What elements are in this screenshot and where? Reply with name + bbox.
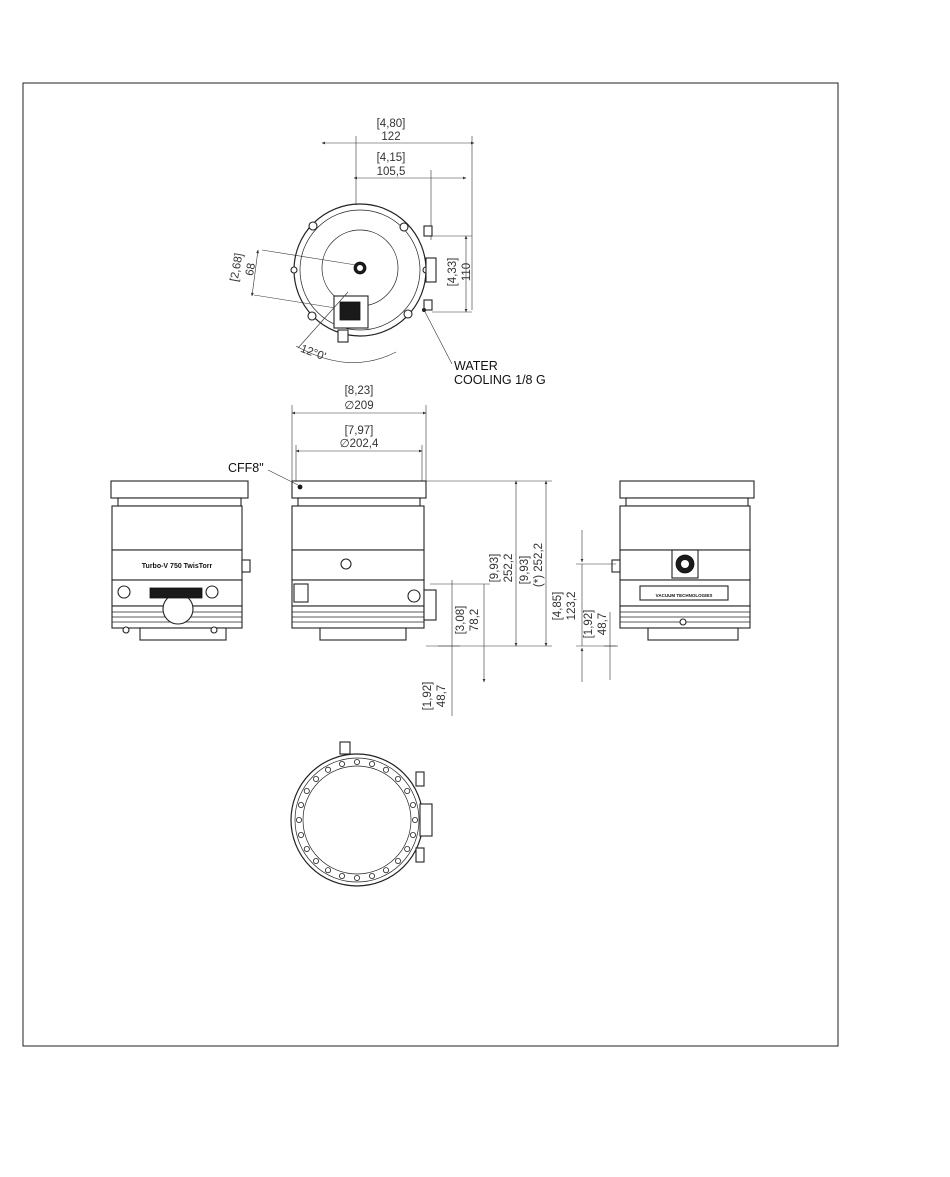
dim-total-star-mm: (*) 252,2 (533, 542, 545, 588)
pump-label: Turbo-V 750 TwisTorr (141, 563, 213, 570)
bottom-view (291, 742, 432, 886)
dim-inner-in: [4,15] (376, 152, 406, 164)
flange-hole (298, 802, 303, 807)
dim-width-in: [4,80] (376, 118, 406, 130)
flange-hole (410, 832, 415, 837)
dim-total-in: [9,93] (489, 553, 501, 583)
flange-hole (296, 817, 301, 822)
dim-base-in: [1,92] (422, 681, 434, 711)
dim-height-in: [4,33] (447, 257, 459, 287)
side-view (552, 481, 754, 682)
flange-hole (325, 868, 330, 873)
flange-hole (313, 858, 318, 863)
flange-hole (354, 875, 359, 880)
flange-hole (339, 873, 344, 878)
dim-radius-mm: 68 (244, 262, 259, 277)
flange-hole (298, 832, 303, 837)
dim-port-in: [3,08] (455, 605, 467, 635)
front-left-view (111, 481, 250, 640)
dim-bore-in: [7,97] (344, 425, 374, 437)
dim-height-mm: 110 (461, 262, 473, 282)
flange-hole (383, 868, 388, 873)
dim-total-mm: 252,2 (503, 553, 515, 583)
cooling-note-line2: COOLING 1/8 G (454, 373, 546, 387)
flange-hole (410, 802, 415, 807)
flange-hole (325, 767, 330, 772)
flange-hole (354, 759, 359, 764)
front-center-view (228, 385, 552, 716)
dim-inner-mm: 105,5 (376, 166, 406, 178)
flange-hole (405, 788, 410, 793)
flange-hole (395, 858, 400, 863)
flange-hole (369, 761, 374, 766)
dim-bore-mm: ∅202,4 (339, 438, 379, 450)
flange-hole (339, 761, 344, 766)
flange-hole (313, 776, 318, 781)
dim-base-mm: 48,7 (436, 684, 448, 708)
cooling-note-line1: WATER (454, 359, 498, 373)
dim-width-mm: 122 (381, 131, 401, 143)
flange-hole (304, 788, 309, 793)
dim-radius-in: [2,68] (228, 252, 246, 283)
flange-hole (405, 846, 410, 851)
flange-label: CFF8" (228, 461, 264, 475)
flange-hole (383, 767, 388, 772)
plate-label: VACUUM TECHNOLOGIES (655, 593, 713, 598)
top-view (229, 118, 546, 387)
side-dim-mid-in: [4,85] (552, 591, 564, 621)
side-dim-base-in: [1,92] (583, 609, 595, 639)
bottom-flange-holes (296, 759, 417, 880)
flange-hole (304, 846, 309, 851)
dim-port-mm: 78,2 (469, 608, 481, 632)
side-dim-mid-mm: 123,2 (566, 591, 578, 621)
flange-hole (395, 776, 400, 781)
flange-hole (369, 873, 374, 878)
dim-flange-mm: ∅209 (344, 400, 374, 412)
flange-hole (412, 817, 417, 822)
angle-label: 12°0' (298, 343, 328, 364)
side-dim-base-mm: 48,7 (597, 612, 609, 636)
dim-flange-in: [8,23] (344, 385, 374, 397)
dim-total-star-in: [9,93] (519, 555, 531, 585)
